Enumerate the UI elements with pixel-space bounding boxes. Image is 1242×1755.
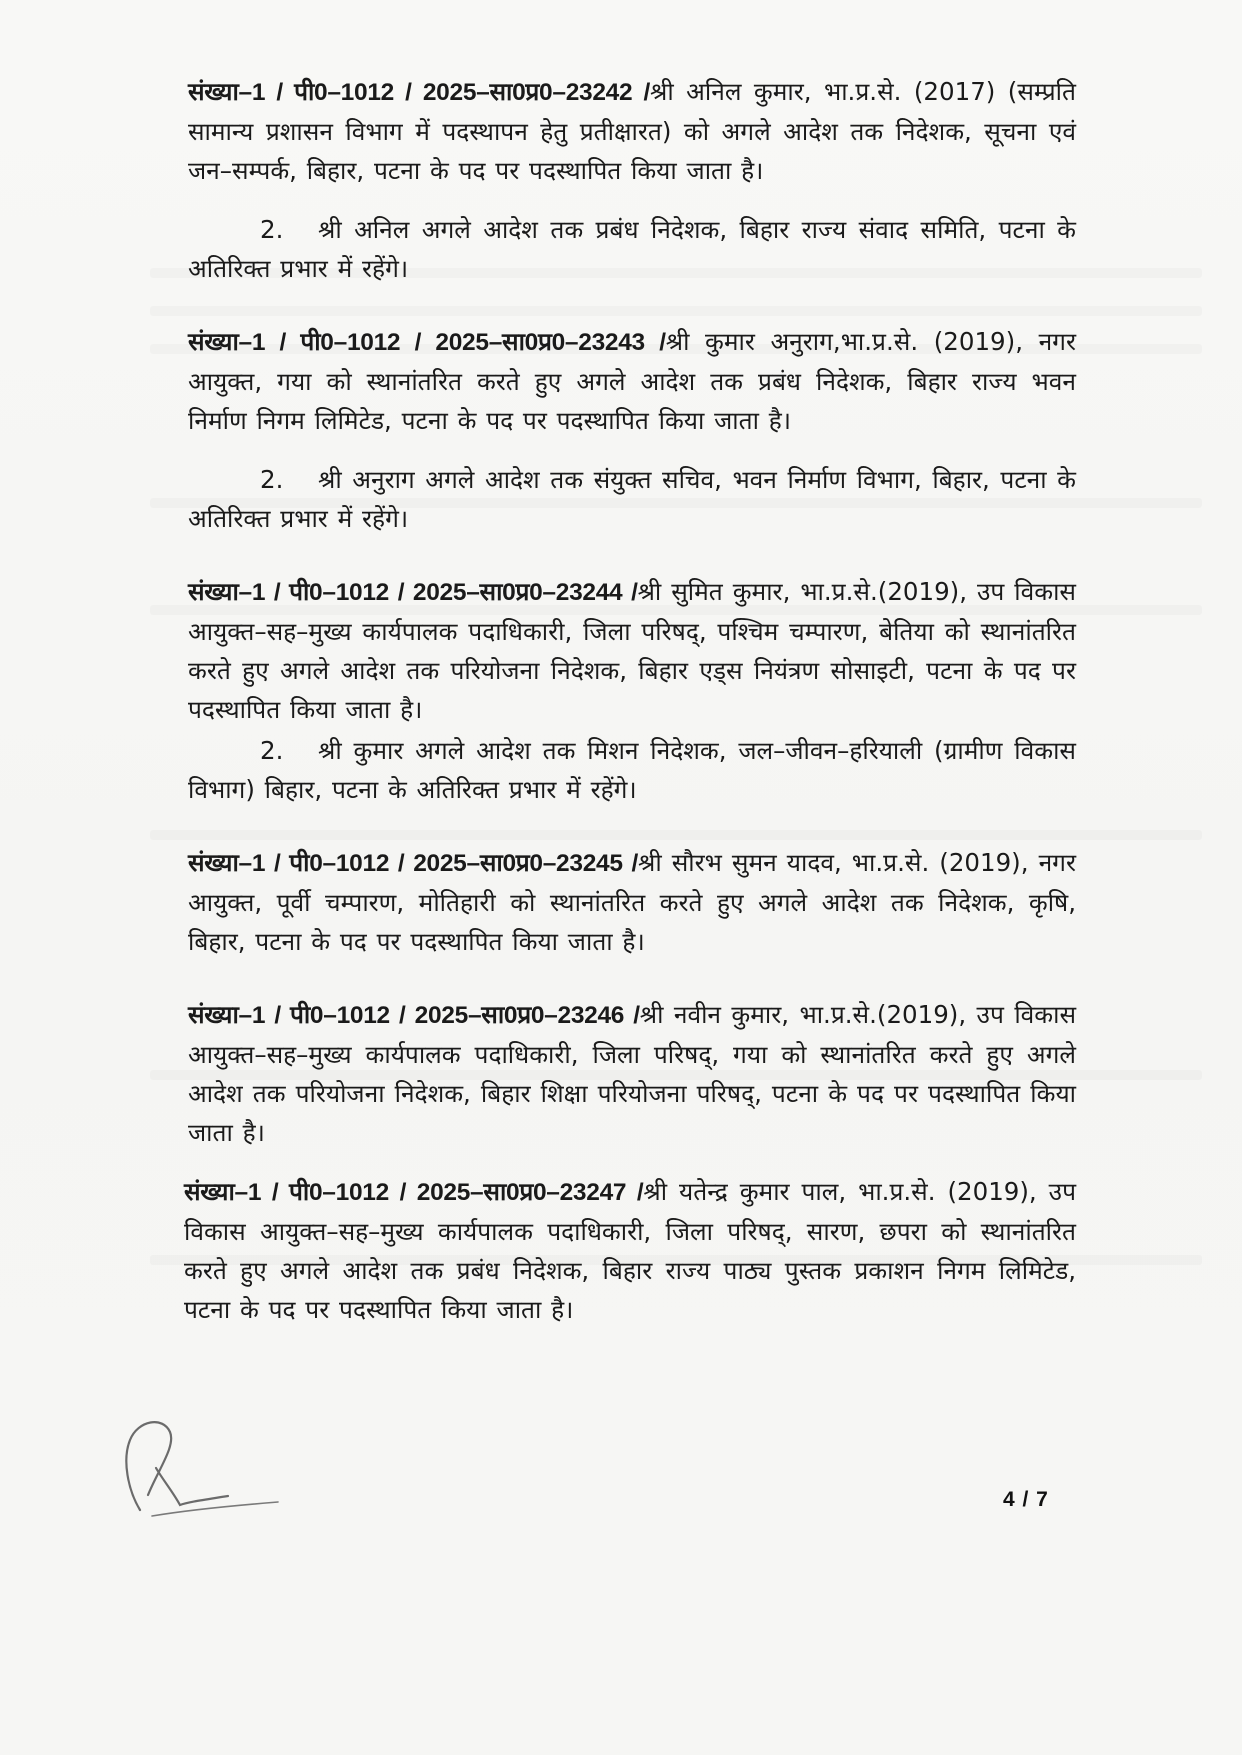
order-reference-number: संख्या–1 / पी0–1012 / 2025–सा0प्र0–23246 / [188, 1002, 640, 1029]
page-number: 4 / 7 [1003, 1488, 1049, 1511]
order-reference-number: संख्या–1 / पी0–1012 / 2025–सा0प्र0–23247 / [184, 1179, 644, 1206]
order-clause [188, 731, 1076, 809]
clause-number: 2. [260, 465, 284, 494]
order-entry [188, 843, 1076, 961]
clause-number: 2. [260, 215, 284, 244]
order-reference-number: संख्या–1 / पी0–1012 / 2025–सा0प्र0–23245 / [188, 850, 638, 877]
order-entry [184, 1172, 1076, 1329]
clause-text: श्री अनुराग अगले आदेश तक संयुक्त सचिव, भवन निर्माण विभाग, बिहार, पटना के अतिरिक्त प्रभार में रहेंगे। [188, 465, 1076, 533]
order-clause [188, 210, 1076, 288]
order-reference-number: संख्या–1 / पी0–1012 / 2025–सा0प्र0–23242 / [188, 79, 651, 106]
clause-number: 2. [260, 736, 284, 765]
order-text: श्री कुमार अनुराग,भा.प्र.से. (2019), नगर आयुक्त, गया को स्थानांतरित करते हुए अगले आदेश तक प्रबंध निदेशक, बिहार राज्य भवन निर्माण निगम लिमिटेड, पटना के पद पर पदस्थापित किया जाता है। [188, 327, 1077, 435]
order-text: श्री सुमित कुमार, भा.प्र.से.(2019), उप विकास आयुक्त–सह–मुख्य कार्यपालक पदाधिकारी, जिला परिषद्, पश्चिम चम्पारण, बेतिया को स्थानांतरित करते हुए अगले आदेश तक परियोजना निदेशक, बिहार एड्स नियंत्रण सोसाइटी, पटना के पद पर पदस्थापित किया जाता है। [188, 577, 1076, 724]
order-text: श्री यतेन्द्र कुमार पाल, भा.प्र.से. (2019), उप विकास आयुक्त–सह–मुख्य कार्यपालक पदाधिकारी, जिला परिषद्, सारण, छपरा को स्थानांतरित करते हुए अगले आदेश तक प्रबंध निदेशक, बिहार राज्य पाठ्य पुस्तक प्रकाशन निगम लिमिटेड, पटना के पद पर पदस्थापित किया जाता है। [184, 1177, 1076, 1324]
signature-initials-icon [118, 1410, 288, 1520]
order-text: श्री सौरभ सुमन यादव, भा.प्र.से. (2019), नगर आयुक्त, पूर्वी चम्पारण, मोतिहारी को स्थानांतरित करते हुए अगले आदेश तक निदेशक, कृषि, बिहार, पटना के पद पर पदस्थापित किया जाता है। [188, 848, 1076, 956]
order-entry [188, 572, 1076, 729]
order-entry [188, 995, 1076, 1152]
document-body [184, 72, 1077, 1329]
order-text: श्री अनिल कुमार, भा.प्र.से. (2017) (सम्प्रति सामान्य प्रशासन विभाग में पदस्थापन हेतु प्रतीक्षारत) को अगले आदेश तक निदेशक, सूचना एवं जन–सम्पर्क, बिहार, पटना के पद पर पदस्थापित किया जाता है। [188, 77, 1076, 185]
clause-text: श्री कुमार अगले आदेश तक मिशन निदेशक, जल–जीवन–हरियाली (ग्रामीण विकास विभाग) बिहार, पटना के अतिरिक्त प्रभार में रहेंगे। [188, 736, 1076, 804]
order-text: श्री नवीन कुमार, भा.प्र.से.(2019), उप विकास आयुक्त–सह–मुख्य कार्यपालक पदाधिकारी, जिला परिषद्, गया को स्थानांतरित करते हुए अगले आदेश तक परियोजना निदेशक, बिहार शिक्षा परियोजना परिषद्, पटना के पद पर पदस्थापित किया जाता है। [188, 1000, 1077, 1147]
order-reference-number: संख्या–1 / पी0–1012 / 2025–सा0प्र0–23244 / [188, 579, 638, 606]
order-entry [188, 72, 1076, 190]
order-reference-number: संख्या–1 / पी0–1012 / 2025–सा0प्र0–23243 / [188, 329, 666, 356]
clause-text: श्री अनिल अगले आदेश तक प्रबंध निदेशक, बिहार राज्य संवाद समिति, पटना के अतिरिक्त प्रभार में रहेंगे। [188, 215, 1076, 283]
order-clause [188, 460, 1076, 538]
order-entry [188, 322, 1076, 440]
